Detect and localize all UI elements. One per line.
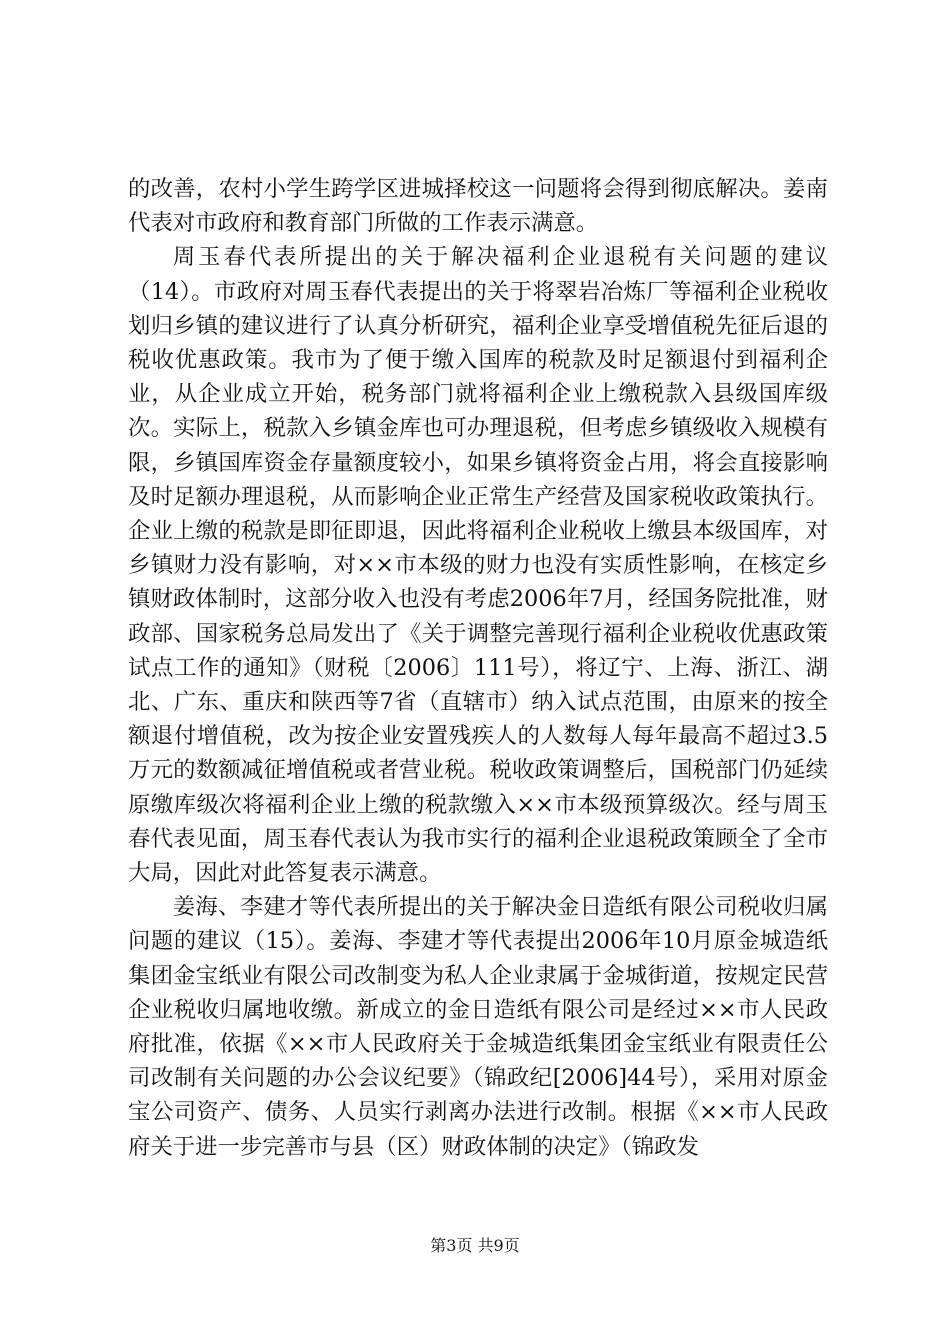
page-footer [0, 1236, 950, 1256]
paragraph-1: 的改善，农村小学生跨学区进城择校这一问题将会得到彻底解决。姜南代表对市政府和教育部门所做的工作表示满意。 [128, 176, 828, 237]
paragraph-2: 周玉春代表所提出的关于解决福利企业退税有关问题的建议（14）。市政府对周玉春代表提出的关于将翠岩冶炼厂等福利企业税收划归乡镇的建议进行了认真分析研究，福利企业享受增值税先征后退的税收优惠政策。我市为了便于缴入国库的税款及时足额退付到福利企业，从企业成立开始，税务部门就将福利企业上缴税款入县级国库级次。实际上，税款入乡镇金库也可办理退税，但考虑乡镇级收入规模有限，乡镇国库资金存量额度较小，如果乡镇将资金占用，将会直接影响及时足额办理退税，从而影响企业正常生产经营及国家税收政策执行。企业上缴的税款是即征即退，因此将福利企业税收上缴县本级国库，对乡镇财力没有影响，对××市本级的财力也没有实质性影响，在核定乡镇财政体制时，这部分收入也没有考虑2006年7月，经国务院批准，财政部、国家税务总局发出了《关于调整完善现行福利企业税收优惠政策试点工作的通知》（财税〔2006〕111号），将辽宁、上海、浙江、湖北、广东、重庆和陕西等7省（直辖市）纳入试点范围，由原来的按全额退付增值税，改为按企业安置残疾人的人数每人每年最高不超过3.5万元的数额减征增值税或者营业税。税收政策调整后，国税部门仍延续原缴库级次将福利企业上缴的税款缴入××市本级预算级次。经与周玉春代表见面，周玉春代表认为我市实行的福利企业退税政策顾全了全市大局，因此对此答复表示满意。 [128, 244, 828, 887]
paragraph-3: 姜海、李建才等代表所提出的关于解决金日造纸有限公司税收归属问题的建议（15）。姜海、李建才等代表提出2006年10月原金城造纸集团金宝纸业有限公司改制变为私人企业隶属于金城街道，按规定民营企业税收归属地收缴。新成立的金日造纸有限公司是经过××市人民政府批准，依据《××市人民政府关于金城造纸集团金宝纸业有限责任公司改制有关问题的办公会议纪要》（锦政纪[2006]44号），采用对原金宝公司资产、债务、人员实行剥离办法进行改制。根据《××市人民政府关于进一步完善市与县（区）财政体制的决定》（锦政发 [128, 894, 828, 1160]
document-body [128, 172, 828, 1164]
page-number-label: 第3页 共9页 [430, 1236, 520, 1255]
